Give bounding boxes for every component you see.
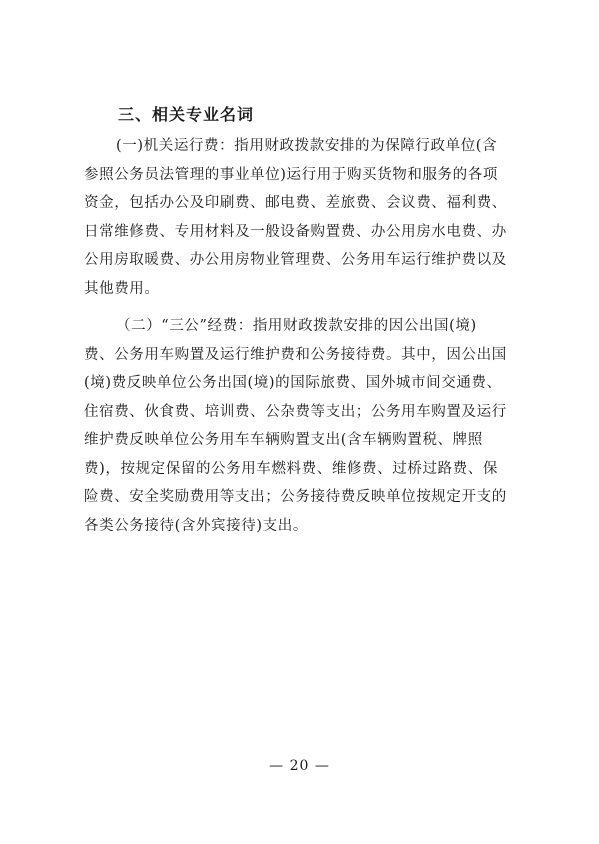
paragraph-line: 日常维修费、专用材料及一般设备购置费、办公用房水电费、办 bbox=[84, 223, 507, 240]
paragraph-administrative-operating-expenses bbox=[84, 132, 524, 303]
paragraph-line: 险费、安全奖励费用等支出；公务接待费反映单位按规定开支的 bbox=[84, 489, 507, 505]
paragraph-line: 费、公务用车购置及运行维护费和公务接待费。其中，因公出国 bbox=[84, 346, 507, 363]
paragraph-line: 参照公务员法管理的事业单位)运行用于购买货物和服务的各项 bbox=[84, 166, 498, 183]
paragraph-line: 各类公务接待(含外宾接待)支出。 bbox=[84, 517, 308, 534]
paragraph-three-public-expenses bbox=[84, 312, 524, 540]
paragraph-line: 公用房取暖费、办公用房物业管理费、公务用车运行维护费以及 bbox=[84, 252, 507, 268]
paragraph-line: 住宿费、伙食费、培训费、公杂费等支出；公务用车购置及运行 bbox=[84, 403, 507, 420]
section-heading: 三、相关专业名词 bbox=[118, 105, 255, 124]
paragraph-line: (境)费反映单位公务出国(境)的国际旅费、国外城市间交通费、 bbox=[84, 375, 502, 391]
paragraph-line: 维护费反映单位公务用车车辆购置支出(含车辆购置税、牌照 bbox=[84, 432, 483, 448]
paragraph-line: 其他费用。 bbox=[84, 280, 160, 297]
paragraph-line: 费)，按规定保留的公务用车燃料费、维修费、过桥过路费、保 bbox=[84, 460, 498, 477]
paragraph-line: (一)机关运行费：指用财政拨款安排的为保障行政单位(含 bbox=[116, 138, 498, 154]
page-number: — 20 — bbox=[269, 758, 330, 774]
paragraph-line: （二）“三公”经费：指用财政拨款安排的因公出国(境) bbox=[116, 318, 477, 334]
paragraph-line: 资金，包括办公及印刷费、邮电费、差旅费、会议费、福利费、 bbox=[84, 195, 507, 211]
